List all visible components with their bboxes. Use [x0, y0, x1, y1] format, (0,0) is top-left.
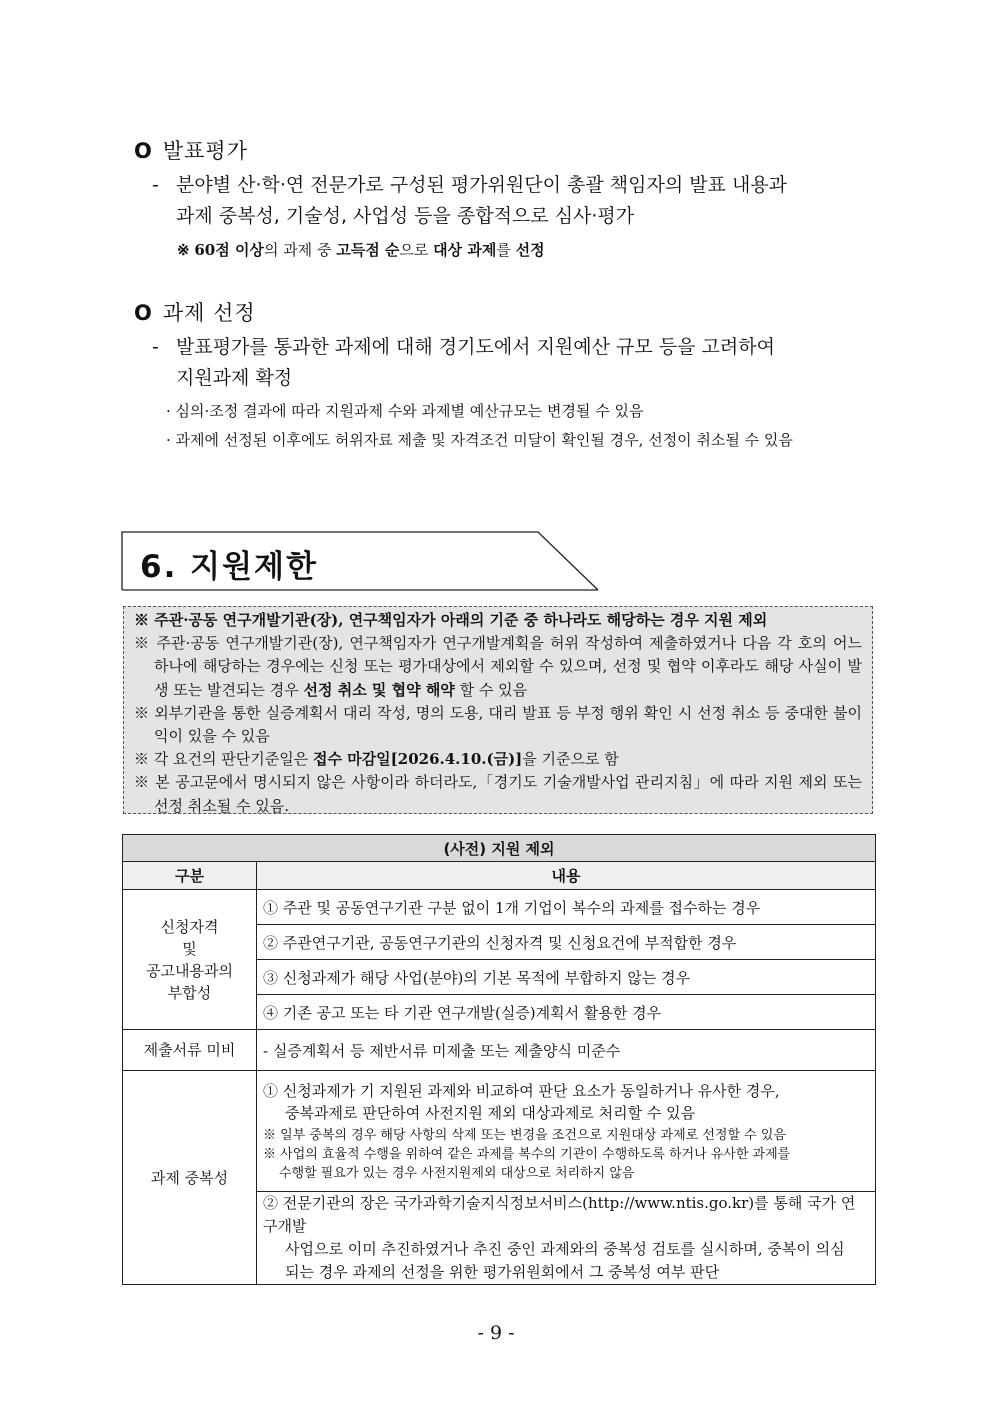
selection-heading-text: 과제 선정 [162, 301, 256, 325]
note-text-1: 의 과제 중 [263, 241, 332, 259]
dash-bullet: - [152, 336, 159, 358]
note-bold-2: 고득점 순 [336, 241, 400, 259]
notice-item-1: ※ 주관·공동 연구개발기관(장), 연구책임자가 아래의 기준 중 하나라도 해당하는 경우 지원 제외 [134, 611, 768, 629]
note-mark: ※ [177, 241, 190, 259]
circle-bullet-icon: O [134, 139, 153, 163]
category-eligibility: 신청자격 및 공고내용과의 부합성 [123, 890, 257, 1030]
table-row [123, 890, 876, 925]
column-header-category: 구분 [123, 862, 257, 890]
notice-item-3: ※ 외부기관을 통한 실증계획서 대리 작성, 명의 도용, 대리 발표 등 부정 행위 확인 시 선정 취소 등 중대한 불이익이 있을 수 있음 [134, 703, 862, 746]
category-duplication: 과제 중복성 [123, 1071, 257, 1285]
table-cell: ① 주관 및 공동연구기관 구분 없이 1개 기업이 복수의 과제를 접수하는 경우 [257, 890, 876, 925]
selection-line-2: 지원과제 확정 [176, 367, 293, 389]
table-cell: ② 전문기관의 장은 국가과학기술지식정보서비스(http://www.ntis.go.kr)를 통해 국가 연구개발 사업으로 이미 추진하였거나 추진 중인 과제와의 중복성 검토를 실시하며, 중복이 의심 되는 경우 과제의 선정을 위한 평가위원회에서 그 중복성 여부 판단 [257, 1192, 876, 1285]
presentation-heading-text: 발표평가 [162, 139, 249, 163]
table-cell: ③ 신청과제가 해당 사업(분야)의 기본 목적에 부합하지 않는 경우 [257, 960, 876, 995]
selection-heading [134, 297, 256, 327]
column-header-content: 내용 [257, 862, 876, 890]
exclusion-table [122, 834, 876, 1285]
dash-bullet: - [152, 174, 159, 196]
table-row [123, 1030, 876, 1071]
presentation-heading [134, 135, 248, 165]
selection-bullet-1: · 심의·조정 결과에 따라 지원과제 수와 과제별 예산규모는 변경될 수 있음 [166, 402, 644, 420]
presentation-line-1: 분야별 산·학·연 전문가로 구성된 평가위원단이 총괄 책임자의 발표 내용과 [176, 174, 788, 196]
table-title: (사전) 지원 제외 [123, 835, 876, 862]
circle-bullet-icon: O [134, 301, 153, 325]
table-cell: - 실증계획서 등 제반서류 미제출 또는 제출양식 미준수 [257, 1030, 876, 1071]
section-title: 6. 지원제한 [140, 549, 318, 585]
selection-desc [152, 332, 882, 394]
note-text-2: 으로 [399, 241, 429, 259]
table-cell: ④ 기존 공고 또는 타 기관 연구개발(실증)계획서 활용한 경우 [257, 995, 876, 1030]
category-documents: 제출서류 미비 [123, 1030, 257, 1071]
note-bold-1: 60점 이상 [194, 241, 264, 259]
page-number: - 9 - [477, 1322, 515, 1344]
presentation-note [177, 239, 545, 260]
notice-item-5: ※ 본 공고문에서 명시되지 않은 사항이라 하더라도,「경기도 기술개발사업 관리지침」에 따라 지원 제외 또는 선정 취소될 수 있음. [134, 773, 862, 815]
table-cell: ② 주관연구기관, 공동연구기관의 신청자격 및 신청요건에 부적합한 경우 [257, 925, 876, 960]
presentation-desc [152, 170, 882, 232]
selection-bullet-2: · 과제에 선정된 이후에도 허위자료 제출 및 자격조건 미달이 확인될 경우, 선정이 취소될 수 있음 [166, 431, 793, 449]
table-row [123, 1071, 876, 1192]
notice-item-4: ※ 각 요건의 판단기준일은 접수 마감일[2026.4.10.(금)]을 기준으로 함 [134, 750, 619, 769]
note-text-3: 를 [496, 241, 511, 259]
selection-line-1: 발표평가를 통과한 과제에 대해 경기도에서 지원예산 규모 등을 고려하여 [176, 336, 775, 358]
notice-item-2: ※ 주관·공동 연구개발기관(장), 연구책임자가 연구개발계획을 허위 작성하여 제출하였거나 다음 각 호의 어느 하나에 해당하는 경우에는 신청 또는 평가대상에서 제외할 수 있으며, 선정 및 협약 이후라도 해당 사실이 발생 또는 발견되는 경우 선정 취소 및 협약 해약 할 수 있음 [134, 634, 862, 699]
notice-box [123, 606, 873, 814]
note-bold-3: 대상 과제 [433, 241, 497, 259]
table-cell: ① 신청과제가 기 지원된 과제와 비교하여 판단 요소가 동일하거나 유사한 경우, 중복과제로 판단하여 사전지원 제외 대상과제로 처리할 수 있음 ※ 일부 중복의 경우 해당 사항의 삭제 또는 변경을 조건으로 지원대상 과제로 선정할 수 있음 ※ 사업의 효율적 수행을 위하여 같은 과제를 복수의 기관이 수행하도록 하거나 유사한 과제를 수행할 필요가 있는 경우 사전지원제외 대상으로 처리하지 않음 [257, 1071, 876, 1192]
presentation-line-2: 과제 중복성, 기술성, 사업성 등을 종합적으로 심사·평가 [176, 205, 635, 227]
note-bold-4: 선정 [515, 241, 545, 259]
